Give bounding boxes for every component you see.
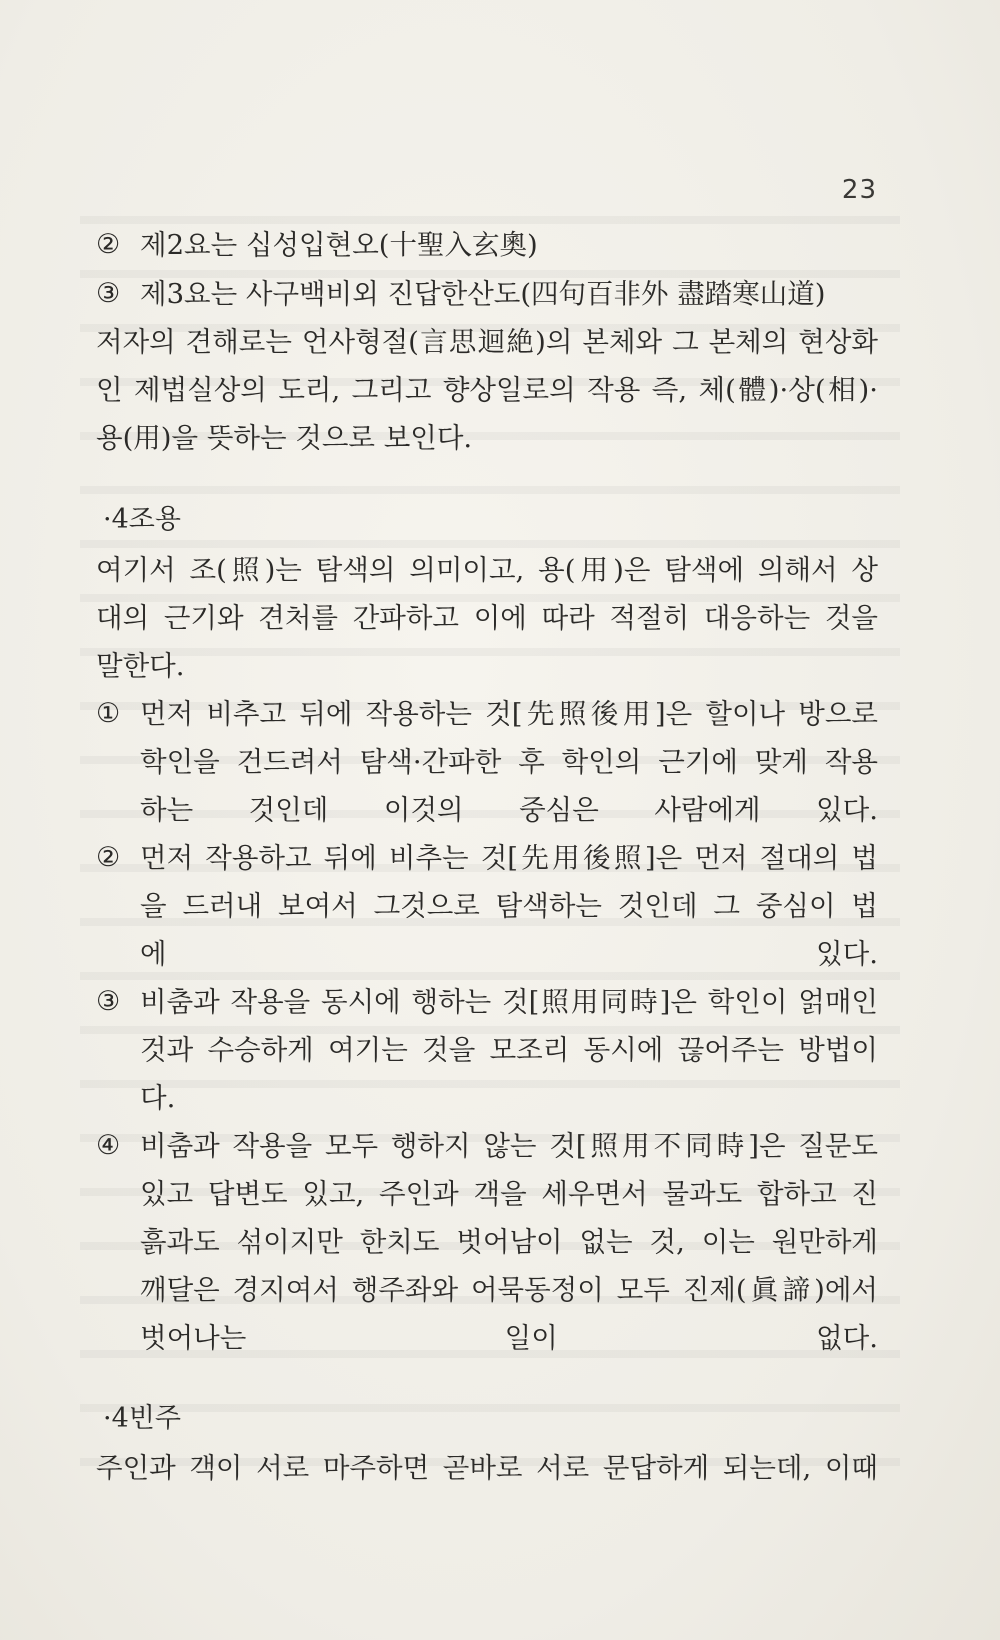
paragraph-line: 용(用)을 뜻하는 것으로 보인다.	[96, 422, 473, 454]
paragraph-line: 저자의 견해로는 언사형절(言思迴絶)의 본체와 그 본체의 현상화	[96, 326, 878, 358]
paragraph-line: 대의 근기와 견처를 간파하고 이에 따라 적절히 대응하는 것을	[96, 602, 878, 634]
paragraph-line: 주인과 객이 서로 마주하면 곧바로 서로 문답하게 되는데, 이때	[96, 1452, 878, 1484]
list-marker: ②	[96, 842, 121, 873]
section-heading: ·4빈주	[103, 1403, 181, 1434]
list-marker: ④	[96, 1130, 121, 1161]
list-marker: ①	[96, 698, 121, 729]
list-item-line: 먼저 작용하고 뒤에 비추는 것[先用後照]은 먼저 절대의 법	[140, 842, 878, 874]
list-item-line: 것과 수승하게 여기는 것을 모조리 동시에 끊어주는 방법이	[140, 1034, 878, 1066]
list-item-line: 흙과도 섞이지만 한치도 벗어남이 없는 것, 이는 원만하게	[140, 1226, 878, 1258]
section-heading: ·4조용	[103, 504, 181, 535]
paragraph-line: 인 제법실상의 도리, 그리고 향상일로의 작용 즉, 체(體)·상(相)·	[96, 374, 878, 406]
list-marker: ③	[96, 986, 121, 1017]
list-item-line: 비춤과 작용을 모두 행하지 않는 것[照用不同時]은 질문도	[140, 1130, 878, 1162]
list-item-line: 학인을 건드려서 탐색·간파한 후 학인의 근기에 맞게 작용	[140, 746, 878, 778]
list-item-text: 제2요는 십성입현오(十聖入玄奧)	[140, 229, 538, 261]
list-marker: ②	[96, 229, 121, 260]
list-marker: ③	[96, 278, 121, 309]
paragraph-line: 여기서 조(照)는 탐색의 의미이고, 용(用)은 탐색에 의해서 상	[96, 554, 878, 586]
list-item-line: 에 있다.	[140, 938, 878, 970]
list-item-line: 먼저 비추고 뒤에 작용하는 것[先照後用]은 할이나 방으로	[140, 698, 878, 730]
list-item-line: 벗어나는 일이 없다.	[140, 1322, 878, 1354]
list-item-text: 제3요는 사구백비외 진답한산도(四句百非外 盡踏寒山道)	[140, 278, 826, 310]
list-item-line: 을 드러내 보여서 그것으로 탐색하는 것인데 그 중심이 법	[140, 890, 878, 922]
page-number: 23	[841, 175, 877, 205]
list-item-line: 다.	[140, 1082, 176, 1114]
paragraph-line: 말한다.	[96, 650, 185, 682]
list-item-line: 비춤과 작용을 동시에 행하는 것[照用同時]은 학인이 얽매인	[140, 986, 878, 1018]
list-item-line: 있고 답변도 있고, 주인과 객을 세우면서 물과도 합하고 진	[140, 1178, 878, 1210]
list-item-line: 하는 것인데 이것의 중심은 사람에게 있다.	[140, 794, 878, 826]
list-item-line: 깨달은 경지여서 행주좌와 어묵동정이 모두 진제(眞諦)에서	[140, 1274, 878, 1306]
